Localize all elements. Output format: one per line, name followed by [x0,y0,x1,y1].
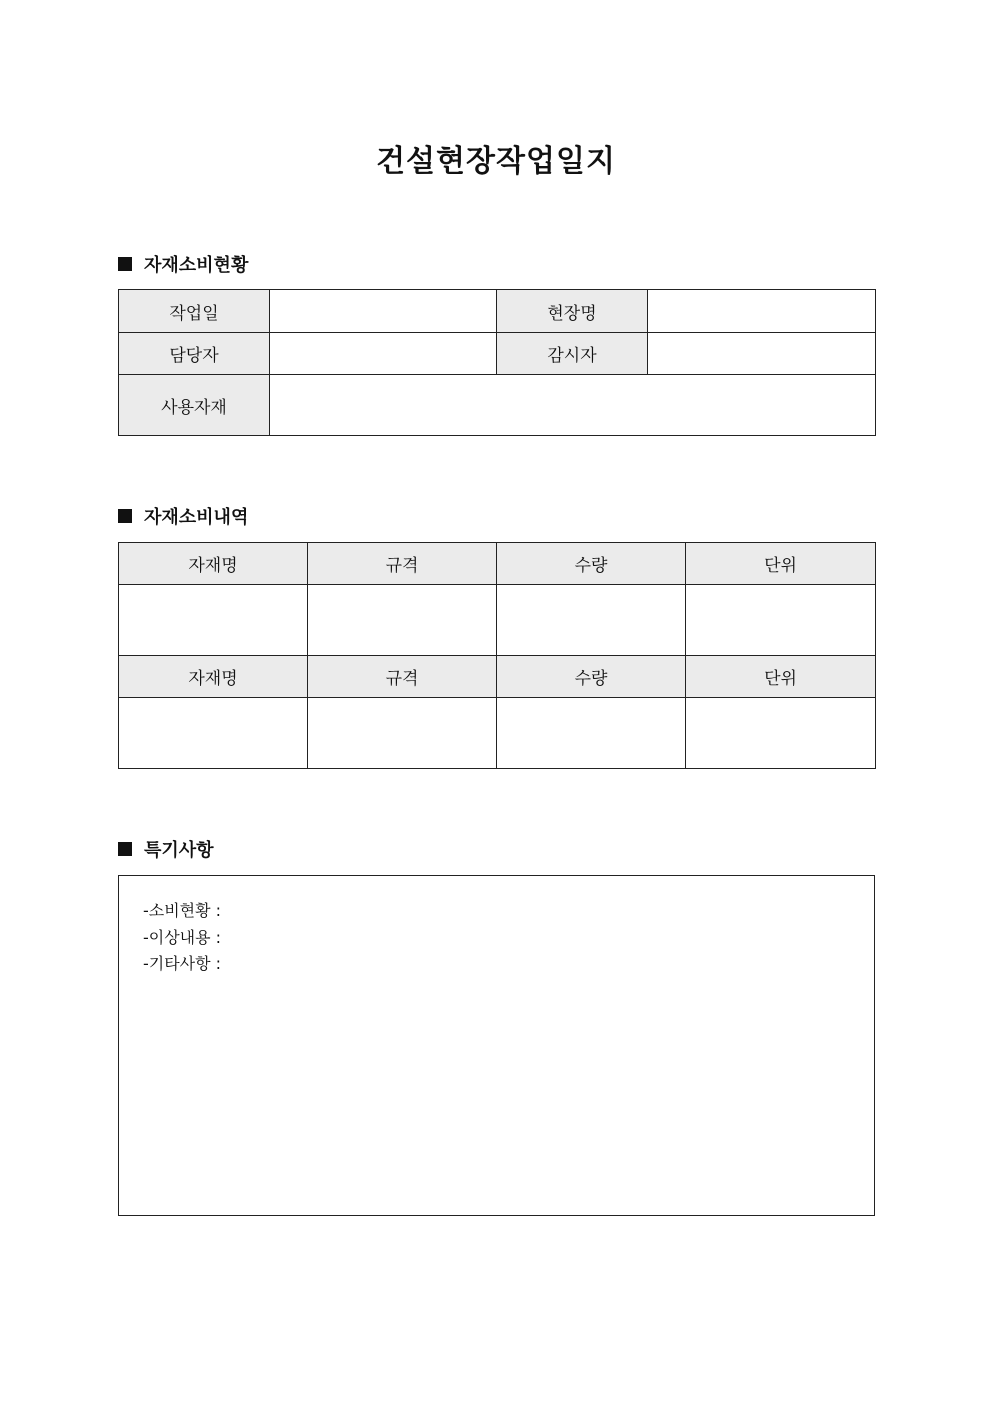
column-header-spec: 규격 [308,543,497,585]
column-header-spec: 규격 [308,656,497,698]
column-header-quantity: 수량 [497,656,686,698]
material-name-field[interactable] [119,585,308,656]
section-heading-details-text: 자재소비내역 [144,507,249,528]
section-heading-notes [118,837,214,861]
table-row [119,375,876,436]
table-row [119,698,876,769]
spec-field[interactable] [308,585,497,656]
section-heading-status-text: 자재소비현황 [144,255,249,276]
square-bullet-icon [118,509,132,523]
notes-line-anomalies: -이상내용 : [143,927,222,947]
table-row [119,333,876,375]
manager-field[interactable] [270,333,497,375]
section-heading-status [118,252,248,276]
materials-used-label: 사용자재 [119,375,270,436]
notes-line-other: -기타사항 : [143,954,222,973]
section-heading-notes-text: 특기사항 [144,840,214,861]
site-name-label: 현장명 [497,290,648,333]
work-date-label: 작업일 [119,290,270,333]
notes-textarea[interactable] [118,875,875,1216]
quantity-field[interactable] [497,698,686,769]
column-header-material-name: 자재명 [119,543,308,585]
details-table [118,542,876,769]
table-row [119,585,876,656]
column-header-unit: 단위 [686,543,876,585]
notes-line-consumption-status: -소비현황 : [143,901,222,920]
column-header-material-name: 자재명 [119,656,308,698]
spec-field[interactable] [308,698,497,769]
table-header-row [119,543,876,585]
manager-label: 담당자 [119,333,270,375]
table-row [119,290,876,333]
supervisor-label: 감시자 [497,333,648,375]
column-header-unit: 단위 [686,656,876,698]
notes-list [143,898,221,978]
section-heading-details [118,504,248,528]
unit-field[interactable] [686,698,876,769]
material-name-field[interactable] [119,698,308,769]
quantity-field[interactable] [497,585,686,656]
unit-field[interactable] [686,585,876,656]
page-title: 건설현장작업일지 [376,144,616,179]
column-header-quantity: 수량 [497,543,686,585]
table-header-row [119,656,876,698]
supervisor-field[interactable] [648,333,876,375]
site-name-field[interactable] [648,290,876,333]
square-bullet-icon [118,842,132,856]
status-table [118,289,876,436]
square-bullet-icon [118,257,132,271]
work-date-field[interactable] [270,290,497,333]
materials-used-field[interactable] [270,375,876,436]
